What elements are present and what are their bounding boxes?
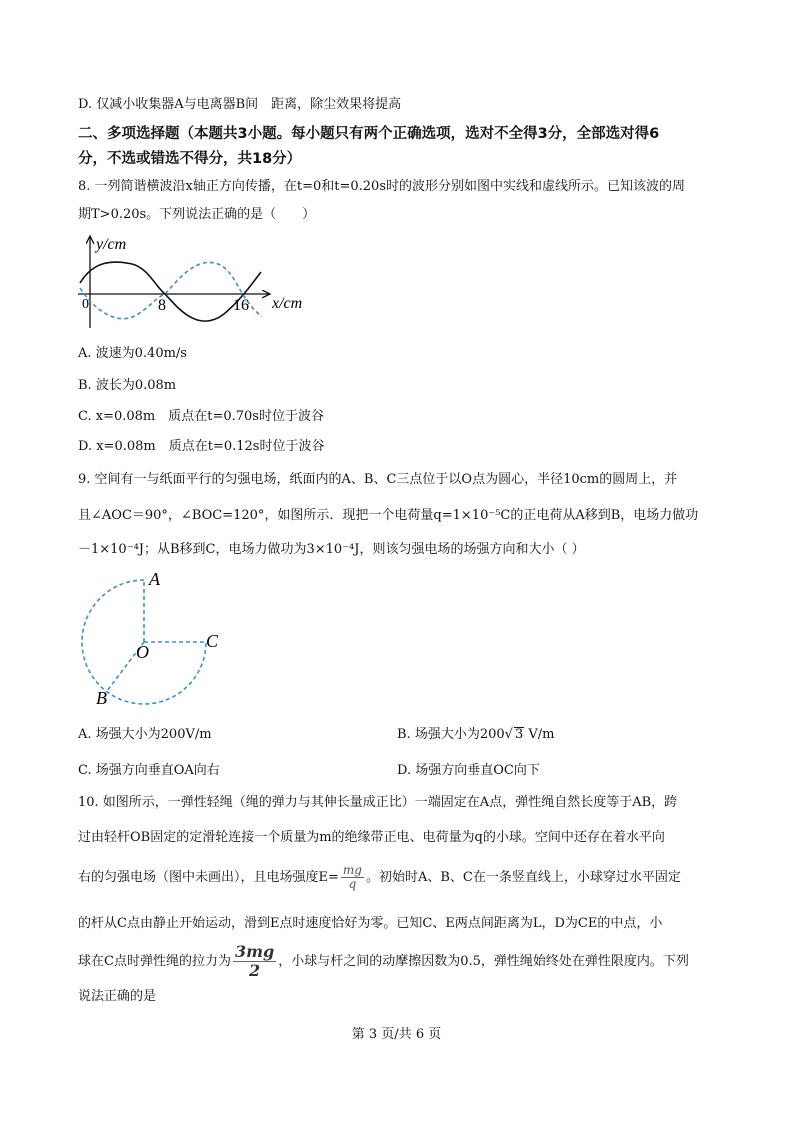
fraction-numerator: 3mg xyxy=(234,942,275,961)
fraction-numerator: mg xyxy=(342,863,362,877)
prev-option-d: D. 仅减小收集器A与电离器B间 距离，除尘效果将提高 xyxy=(78,97,402,112)
q9-stem-line1: 9. 空间有一与纸面平行的匀强电场，纸面内的A、B、C三点位于以O点为圆心，半径10cm的圆周上，并 xyxy=(78,472,678,487)
q8-stem-line2: 期T>0.20s。下列说法正确的是（ ） xyxy=(78,207,316,222)
q9-option-a: A. 场强大小为200V/m xyxy=(78,727,212,742)
q9-option-b-radicand: 3 xyxy=(514,727,524,742)
q10-stem-line4: 的杆从C点由静止开始运动，滑到E点时速度恰好为零。已知C、E两点间距离为L，D为CE的中点，小 xyxy=(78,916,663,931)
q9-option-b xyxy=(397,726,554,744)
q10-stem-line3 xyxy=(78,858,681,898)
point-c-label: C xyxy=(206,631,219,651)
point-o-label: O xyxy=(136,642,149,662)
q9-option-b-pre: B. 场强大小为200 xyxy=(397,727,505,742)
q9-stem-line2: 且∠AOC＝90°，∠BOC=120°，如图所示．现把一个电荷量q=1×10⁻⁵C的正电荷从A移到B，电场力做功 xyxy=(78,508,699,523)
point-a-label: A xyxy=(149,569,160,589)
sqrt-icon: √ xyxy=(504,727,513,742)
q9-option-d: D. 场强方向垂直OC向下 xyxy=(397,763,540,778)
q10-line3-post: 。初始时A、B、C在一条竖直线上，小球穿过水平固定 xyxy=(365,870,681,885)
q8-stem-line1: 8. 一列简谐横波沿x轴正方向传播，在t=0和t=0.20s时的波形分别如图中实线和虚线所示。已知该波的周 xyxy=(78,179,685,194)
x-axis-label: x/cm xyxy=(272,295,303,312)
q10-line5-post: ，小球与杆之间的动摩擦因数为0.5，弹性绳始终处在弹性限度内。下列 xyxy=(278,954,689,969)
q9-option-b-unit: V/m xyxy=(528,727,555,742)
y-axis-label: y/cm xyxy=(96,236,127,253)
q8-option-d: D. x=0.08m 质点在t=0.12s时位于波谷 xyxy=(78,439,325,454)
q10-stem-line2: 过由轻杆OB固定的定滑轮连接一个质量为m的绝缘带正电、电荷量为q的小球。空间中还存在着水平向 xyxy=(78,830,665,845)
fraction-3mg-over-2 xyxy=(233,943,276,980)
circle-figure xyxy=(74,566,244,712)
q9-stem-line3: －1×10⁻⁴J；从B移到C，电场力做功为3×10⁻⁴J，则该匀强电场的场强方向和大小（ ） xyxy=(78,542,585,557)
q10-stem-line6: 说法正确的是 xyxy=(78,989,157,1004)
tick-16-label: 16 xyxy=(233,297,249,314)
point-b-label: B xyxy=(96,688,107,708)
q10-stem-line1: 10. 如图所示，一弹性轻绳（绳的弹力与其伸长量成正比）一端固定在A点，弹性绳自然长度等于AB，跨 xyxy=(78,795,678,810)
q10-stem-line5 xyxy=(78,941,689,983)
tick-8-label: 8 xyxy=(158,297,166,314)
origin-label: 0 xyxy=(82,297,89,312)
fraction-denominator: q xyxy=(348,877,357,891)
section-2-heading-line1: 二、多项选择题（本题共3小题。每小题只有两个正确选项，选对不全得3分，全部选对得6 xyxy=(78,126,660,142)
q9-option-c: C. 场强方向垂直OA向右 xyxy=(78,763,220,778)
fraction-mg-over-q xyxy=(341,864,364,891)
section-2-heading-line2: 分，不选或错选不得分，共18分） xyxy=(78,151,302,167)
q8-option-c: C. x=0.08m 质点在t=0.70s时位于波谷 xyxy=(78,409,324,424)
wave-figure xyxy=(74,232,314,330)
q8-option-b: B. 波长为0.08m xyxy=(78,378,177,393)
q10-line3-pre: 右的匀强电场（图中未画出），且电场强度E= xyxy=(78,870,339,885)
fraction-denominator: 2 xyxy=(249,961,261,980)
q8-option-a: A. 波速为0.40m/s xyxy=(78,346,187,361)
q10-line5-pre: 球在C点时弹性绳的拉力为 xyxy=(78,954,231,969)
page-footer: 第 3 页/共 6 页 xyxy=(351,1027,442,1042)
